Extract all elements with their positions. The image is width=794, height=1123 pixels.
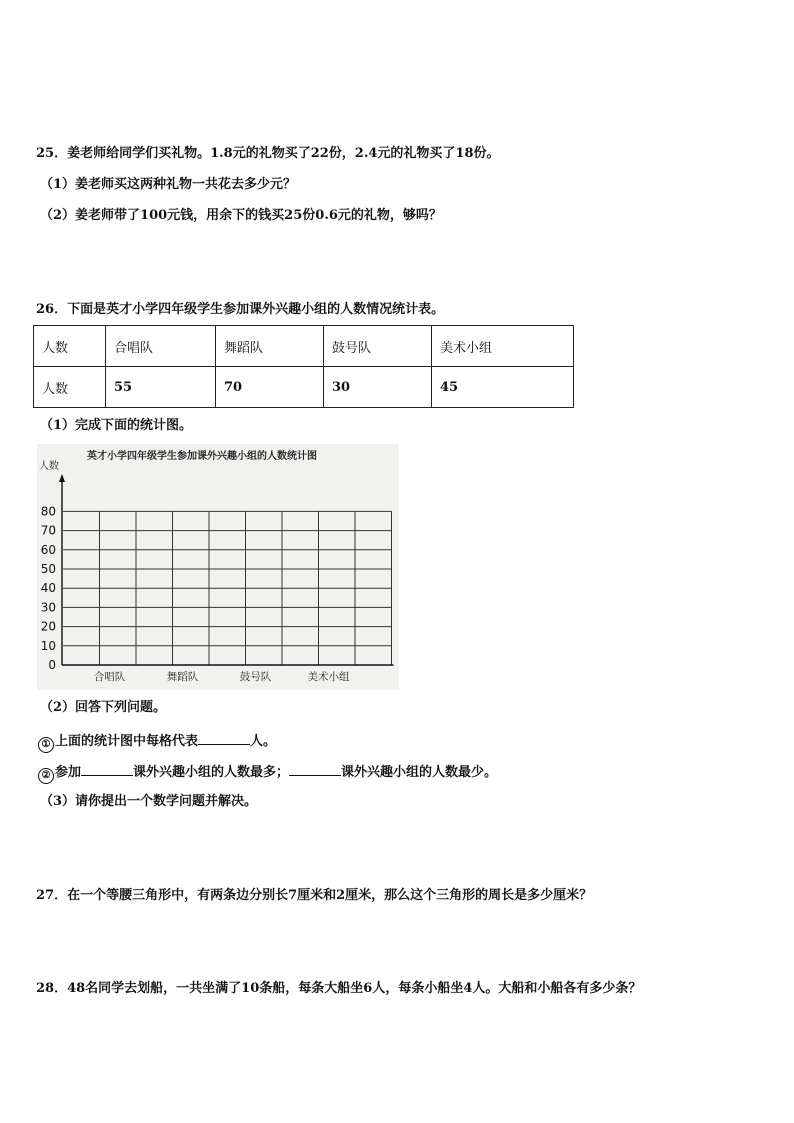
stats-table xyxy=(33,325,574,408)
q26-blank2 xyxy=(38,763,497,784)
y-tick-label: 50 xyxy=(40,562,56,576)
chart-title: 英才小学四年级学生参加课外兴趣小组的人数统计图 xyxy=(87,451,317,462)
answer-blank[interactable] xyxy=(81,763,133,776)
table-cell: 70 xyxy=(216,367,324,408)
y-tick-label: 20 xyxy=(40,619,56,634)
q26-sub2: （2）回答下列问题。 xyxy=(40,700,167,715)
y-tick-label: 70 xyxy=(40,523,56,538)
q25-sub1: （1）姜老师买这两种礼物一共花去多少元？ xyxy=(40,177,297,192)
table-cell: 舞蹈队 xyxy=(216,326,324,367)
bar-chart xyxy=(37,444,399,690)
y-tick-label: 0 xyxy=(48,658,56,672)
blank1-after: 人。 xyxy=(250,734,277,749)
blank1-before: 上面的统计图中每格代表 xyxy=(55,734,199,749)
y-tick-label: 40 xyxy=(40,581,56,596)
table-cell: 人数 xyxy=(34,367,106,408)
y-tick-label: 30 xyxy=(40,600,56,615)
table-row xyxy=(34,326,574,367)
x-tick-label: 美术小组 xyxy=(307,671,350,683)
y-tick-label: 80 xyxy=(40,504,56,519)
table-cell: 美术小组 xyxy=(432,326,574,367)
circled-number: ① xyxy=(38,737,54,753)
x-tick-label: 鼓号队 xyxy=(239,671,272,683)
blank2-mid: 课外兴趣小组的人数最多； xyxy=(133,765,290,780)
y-tick-label: 10 xyxy=(40,638,56,653)
table-row xyxy=(34,367,574,408)
q26-stem: 26．下面是英才小学四年级学生参加课外兴趣小组的人数情况统计表。 xyxy=(36,302,445,317)
x-tick-label: 舞蹈队 xyxy=(166,671,199,683)
q27-stem: 27．在一个等腰三角形中，有两条边分别长7厘米和2厘米，那么这个三角形的周长是多少厘米？ xyxy=(36,888,593,903)
table-cell: 合唱队 xyxy=(106,326,216,367)
table-cell: 55 xyxy=(106,367,216,408)
q26-sub3: （3）请你提出一个数学问题并解决。 xyxy=(40,794,258,809)
y-axis-label: 人数 xyxy=(39,461,59,472)
q25-stem: 25．姜老师给同学们买礼物。1.8元的礼物买了22份，2.4元的礼物买了18份。 xyxy=(36,146,500,161)
y-tick-label: 60 xyxy=(40,542,56,557)
table-cell: 鼓号队 xyxy=(324,326,432,367)
q26-blank1 xyxy=(38,732,276,753)
bar-chart-figure xyxy=(37,444,399,690)
x-tick-label: 合唱队 xyxy=(93,671,126,683)
table-cell: 30 xyxy=(324,367,432,408)
table-cell: 人数 xyxy=(34,326,106,367)
circled-number: ② xyxy=(38,768,54,784)
answer-blank[interactable] xyxy=(198,732,250,745)
q25-sub2: （2）姜老师带了100元钱，用余下的钱买25份0.6元的礼物，够吗？ xyxy=(40,208,442,223)
q28-stem: 28．48名同学去划船，一共坐满了10条船，每条大船坐6人，每条小船坐4人。大船和小船各有多少条？ xyxy=(36,981,642,996)
blank2-after: 课外兴趣小组的人数最少。 xyxy=(341,765,498,780)
y-axis-arrow xyxy=(59,474,65,482)
table-cell: 45 xyxy=(432,367,574,408)
q26-sub1: （1）完成下面的统计图。 xyxy=(40,418,193,433)
blank2-before: 参加 xyxy=(55,765,82,780)
answer-blank[interactable] xyxy=(289,763,341,776)
